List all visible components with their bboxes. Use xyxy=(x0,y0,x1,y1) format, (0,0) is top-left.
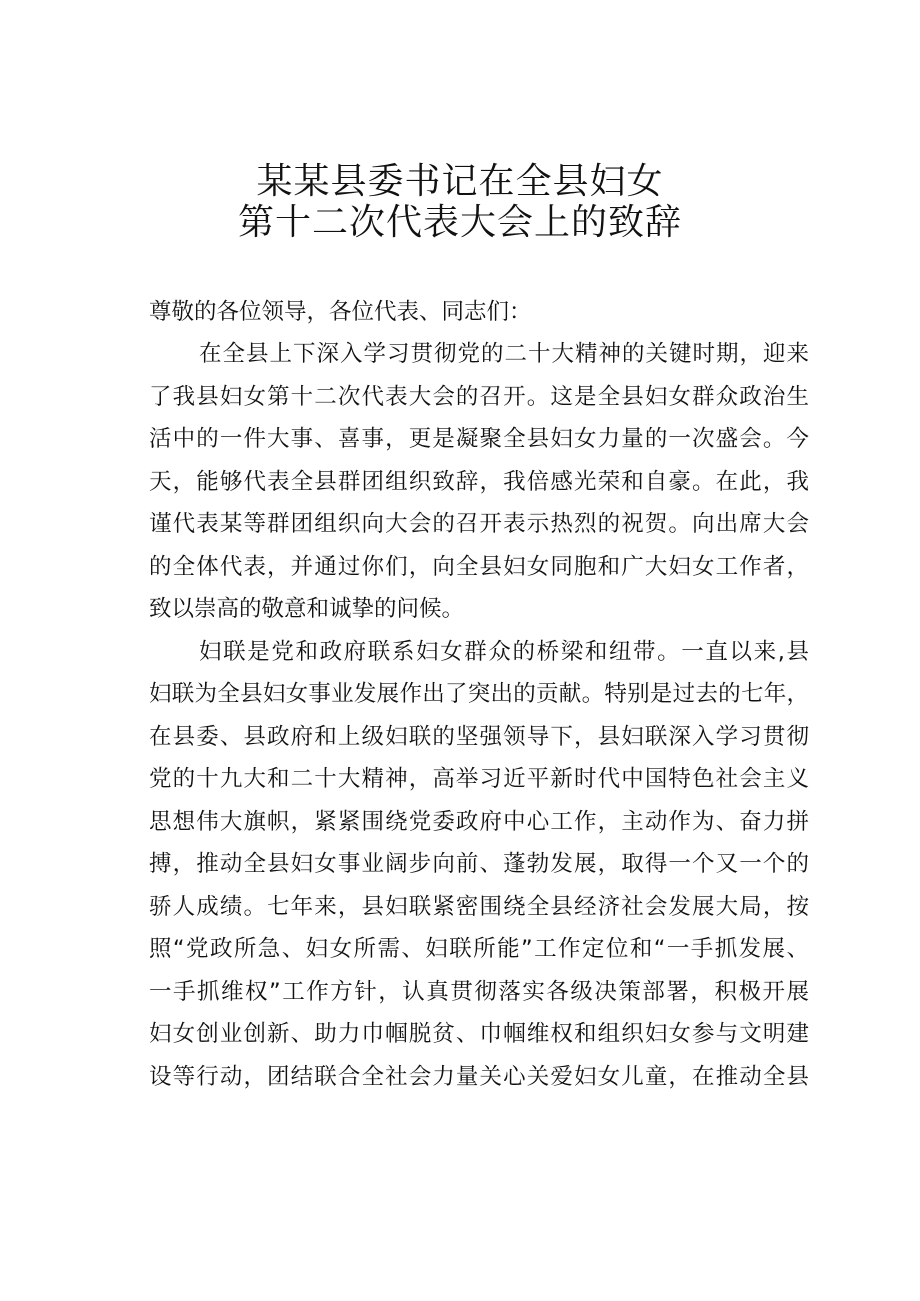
paragraph-2-line: 思想伟大旗帜，紧紧围绕党委政府中心工作，主动作为、奋力拼 xyxy=(149,809,809,835)
paragraph-2-line: 一手抓维权”工作方针，认真贯彻落实各级决策部署，积极开展 xyxy=(149,979,809,1005)
paragraph-2-line: 设等行动，团结联合全社会力量关心关爱妇女儿童，在推动全县 xyxy=(149,1064,809,1090)
paragraph-2-line: 搏，推动全县妇女事业阔步向前、蓬勃发展，取得一个又一个的 xyxy=(149,851,809,877)
paragraph-2-line: 党的十九大和二十大精神，高举习近平新时代中国特色社会主义 xyxy=(149,766,809,792)
paragraph-2-line: 妇联为全县妇女事业发展作出了突出的贡献。特别是过去的七年， xyxy=(149,681,809,707)
document-title-line-2: 第十二次代表大会上的致辞 xyxy=(237,202,682,243)
paragraph-2-line: 妇联是党和政府联系妇女群众的桥梁和纽带。一直以来,县 xyxy=(199,639,809,665)
paragraph-1-line: 在全县上下深入学习贯彻党的二十大精神的关键时期，迎来 xyxy=(199,341,809,367)
paragraph-2-line: 骄人成绩。七年来，县妇联紧密围绕全县经济社会发展大局，按 xyxy=(149,894,809,920)
salutation: 尊敬的各位领导，各位代表、同志们： xyxy=(149,299,532,325)
paragraph-1-line: 的全体代表，并通过你们，向全县妇女同胞和广大妇女工作者， xyxy=(149,554,809,580)
paragraph-2-line: 在县委、县政府和上级妇联的坚强领导下，县妇联深入学习贯彻 xyxy=(149,724,809,750)
paragraph-1-line: 致以崇高的敬意和诚挚的问候。 xyxy=(149,596,465,622)
paragraph-2-line: 妇女创业创新、助力巾帼脱贫、巾帼维权和组织妇女参与文明建 xyxy=(149,1021,809,1047)
paragraph-1-line: 谨代表某等群团组织向大会的召开表示热烈的祝贺。向出席大会 xyxy=(149,511,809,537)
paragraph-2-line: 照“党政所急、妇女所需、妇联所能”工作定位和“一手抓发展、 xyxy=(149,936,809,962)
paragraph-1-line: 活中的一件大事、喜事，更是凝聚全县妇女力量的一次盛会。今 xyxy=(149,426,809,452)
paragraph-1-line: 天，能够代表全县群团组织致辞，我倍感光荣和自豪。在此，我 xyxy=(149,469,809,495)
paragraph-1-line: 了我县妇女第十二次代表大会的召开。这是全县妇女群众政治生 xyxy=(149,384,809,410)
document-title-line-1: 某某县委书记在全县妇女 xyxy=(256,161,664,202)
